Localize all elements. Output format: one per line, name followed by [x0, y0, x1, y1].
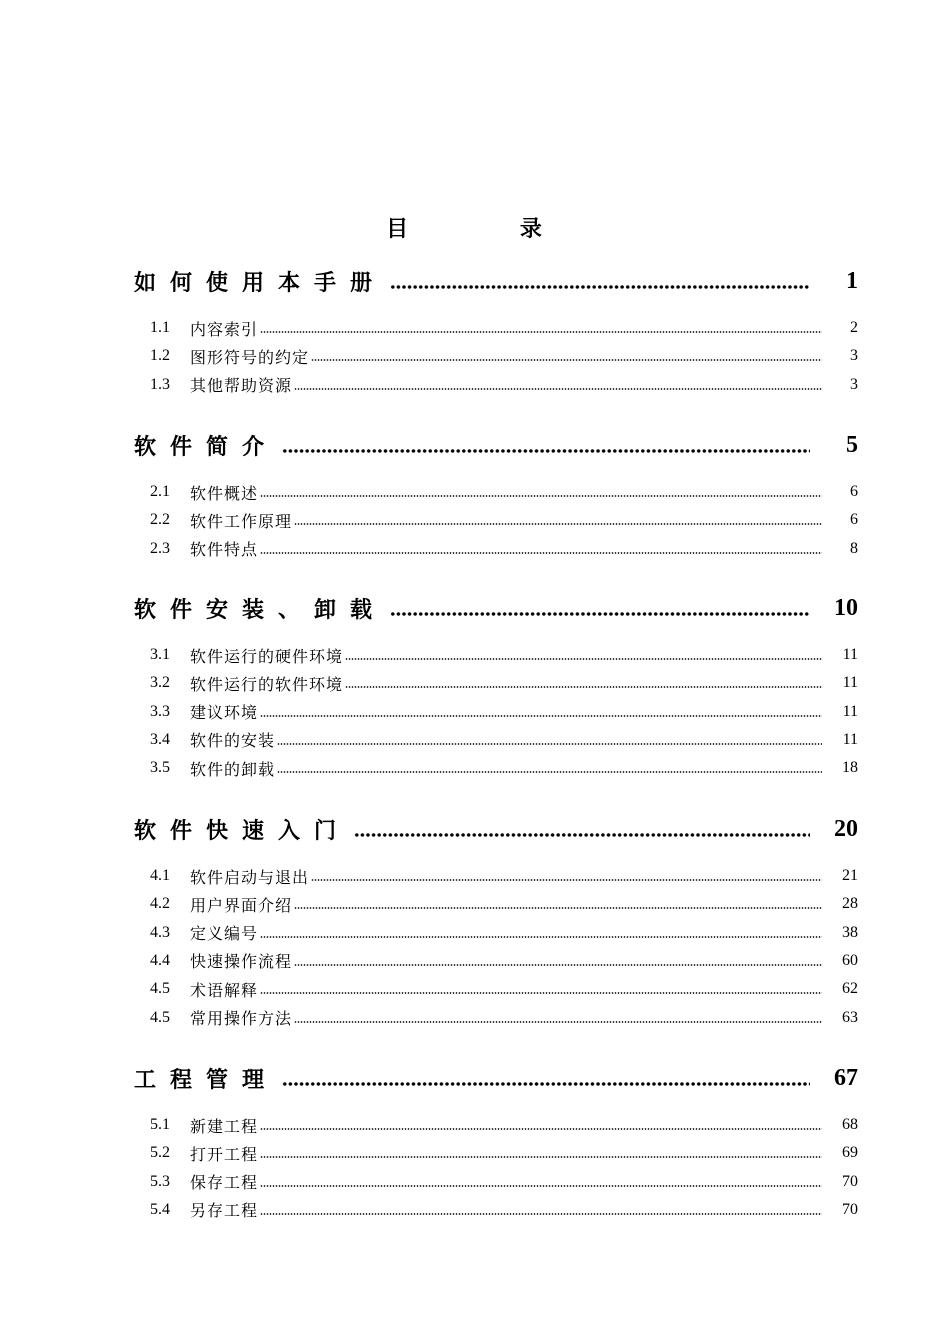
section-page-number: 21: [842, 867, 858, 884]
section-page-number: 8: [850, 539, 858, 557]
section-title: 另存工程: [190, 1201, 259, 1221]
toc-entry[interactable]: [150, 756, 858, 780]
section-title: 内容索引: [190, 319, 259, 339]
section-number: 4.3: [150, 923, 170, 941]
section-number: 1.3: [150, 375, 170, 393]
section-number: 4.4: [150, 951, 170, 969]
dot-leader: [260, 1184, 822, 1188]
dot-leader: [345, 657, 822, 661]
section-page-number: 70: [842, 1200, 858, 1218]
chapter-page-number: 10: [834, 594, 858, 621]
section-page-number: 68: [842, 1116, 858, 1133]
toc-entry[interactable]: [150, 949, 858, 973]
toc-entry[interactable]: [150, 537, 858, 561]
chapter-page-number: 1: [846, 267, 858, 294]
toc-entry[interactable]: [150, 728, 858, 752]
section-number: 5.4: [150, 1200, 170, 1218]
section-title: 图形符号的约定: [190, 347, 310, 367]
section-number: 3.1: [150, 646, 170, 663]
section-title: 用户界面介绍: [190, 895, 293, 915]
chapter-title: 软件简介: [134, 433, 279, 460]
section-page-number: 11: [842, 702, 858, 720]
section-number: 2.3: [150, 539, 170, 557]
toc-entry[interactable]: [150, 1006, 858, 1030]
section-title: 软件的卸载: [190, 759, 276, 779]
dot-leader: [311, 878, 822, 882]
toc-chapter[interactable]: [134, 811, 858, 847]
section-number: 2.2: [150, 511, 170, 529]
section-title: 打开工程: [190, 1144, 259, 1164]
section-page-number: 18: [842, 759, 858, 777]
toc-entry[interactable]: [150, 1141, 858, 1165]
section-number: 2.1: [150, 483, 170, 500]
section-title: 软件特点: [190, 540, 259, 560]
section-title: 其他帮助资源: [190, 376, 293, 396]
toc-entry[interactable]: [150, 977, 858, 1001]
section-title: 新建工程: [190, 1116, 259, 1136]
dot-leader: [277, 770, 822, 774]
dot-leader: [260, 1127, 822, 1131]
dot-leader: [282, 448, 810, 454]
dot-leader: [260, 494, 822, 498]
section-page-number: 60: [842, 951, 858, 969]
section-title: 软件运行的硬件环境: [190, 646, 344, 666]
toc-chapter[interactable]: [134, 427, 858, 463]
section-number: 1.1: [150, 319, 170, 336]
section-title: 软件运行的软件环境: [190, 674, 344, 694]
dot-leader: [294, 387, 822, 391]
dot-leader: [294, 522, 822, 526]
toc-chapter[interactable]: [134, 590, 858, 626]
toc-entry[interactable]: [150, 480, 858, 504]
section-page-number: 11: [842, 646, 858, 663]
chapter-page-number: 20: [834, 815, 858, 842]
section-number: 3.3: [150, 702, 170, 720]
section-title: 术语解释: [190, 980, 259, 1000]
dot-leader: [260, 714, 822, 718]
toc-chapter[interactable]: [134, 1060, 858, 1096]
toc-entry[interactable]: [150, 1198, 858, 1222]
toc-entry[interactable]: [150, 1113, 858, 1137]
section-page-number: 3: [850, 375, 858, 393]
dot-leader: [260, 551, 822, 555]
section-number: 3.2: [150, 674, 170, 692]
toc-entry[interactable]: [150, 316, 858, 340]
toc-entry[interactable]: [150, 508, 858, 532]
section-title: 软件的安装: [190, 731, 276, 751]
dot-leader: [282, 1081, 810, 1087]
dot-leader: [390, 611, 810, 617]
dot-leader: [260, 1212, 822, 1216]
toc-entry[interactable]: [150, 892, 858, 916]
chapter-title: 软件快速入门: [134, 817, 351, 844]
dot-leader: [345, 685, 822, 689]
section-page-number: 38: [842, 923, 858, 941]
section-page-number: 69: [842, 1144, 858, 1162]
section-page-number: 6: [850, 483, 858, 500]
toc-entry[interactable]: [150, 864, 858, 888]
section-page-number: 70: [842, 1172, 858, 1190]
toc-title: 目 录: [386, 216, 594, 242]
section-page-number: 2: [850, 319, 858, 336]
section-page-number: 11: [842, 674, 858, 692]
dot-leader: [277, 742, 822, 746]
section-number: 3.5: [150, 759, 170, 777]
toc-entry[interactable]: [150, 921, 858, 945]
chapter-page-number: 5: [846, 431, 858, 458]
toc-entry[interactable]: [150, 344, 858, 368]
section-title: 常用操作方法: [190, 1009, 293, 1028]
dot-leader: [260, 935, 822, 939]
chapter-title: 如何使用本手册: [134, 269, 387, 296]
section-page-number: 11: [842, 730, 858, 748]
chapter-title: 工程管理: [134, 1066, 279, 1093]
section-number: 4.2: [150, 895, 170, 913]
dot-leader: [260, 991, 822, 995]
section-title: 保存工程: [190, 1173, 259, 1193]
section-page-number: 62: [842, 980, 858, 998]
toc-entry[interactable]: [150, 643, 858, 667]
dot-leader: [294, 906, 822, 910]
section-page-number: 63: [842, 1008, 858, 1026]
section-title: 软件启动与退出: [190, 867, 310, 887]
section-number: 4.5: [150, 980, 170, 998]
toc-chapter[interactable]: [134, 263, 858, 299]
section-number: 3.4: [150, 730, 170, 748]
toc-entry[interactable]: [150, 671, 858, 695]
section-page-number: 28: [842, 895, 858, 913]
dot-leader: [294, 963, 822, 967]
toc-entry[interactable]: [150, 1170, 858, 1194]
section-number: 5.1: [150, 1116, 170, 1133]
toc-entry[interactable]: [150, 700, 858, 724]
section-number: 5.2: [150, 1144, 170, 1162]
dot-leader: [260, 1155, 822, 1159]
section-number: 1.2: [150, 347, 170, 365]
section-number: 4.5: [150, 1008, 170, 1026]
section-page-number: 3: [850, 347, 858, 365]
dot-leader: [390, 284, 810, 290]
section-title: 快速操作流程: [190, 952, 293, 972]
chapter-page-number: 67: [834, 1064, 858, 1091]
dot-leader: [294, 1020, 822, 1024]
section-page-number: 6: [850, 511, 858, 529]
section-title: 建议环境: [190, 703, 259, 723]
dot-leader: [354, 832, 810, 838]
toc-entry[interactable]: [150, 373, 858, 397]
section-number: 4.1: [150, 867, 170, 884]
dot-leader: [311, 358, 822, 362]
dot-leader: [260, 330, 822, 334]
section-title: 软件工作原理: [190, 511, 293, 531]
section-number: 5.3: [150, 1172, 170, 1190]
chapter-title: 软件安装、卸载: [134, 596, 387, 623]
section-title: 软件概述: [190, 483, 259, 503]
section-title: 定义编号: [190, 924, 259, 944]
